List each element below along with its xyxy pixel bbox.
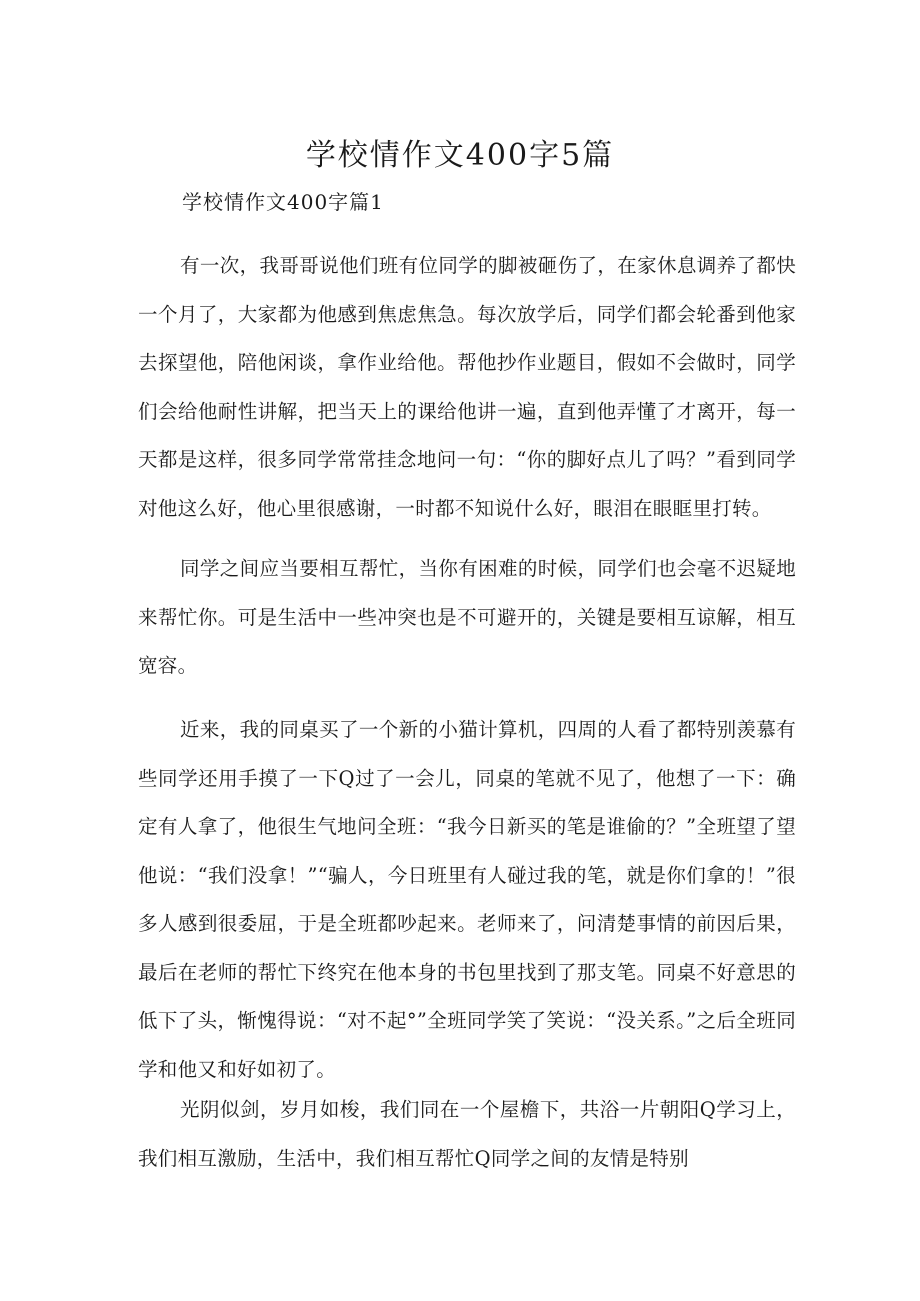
document-title: 学校情作文400字5篇 xyxy=(305,138,615,174)
paragraph-3: 近来，我的同桌买了一个新的小猫计算机，四周的人看了都特别羡慕有些同学还用手摸了一下Q过了一会儿，同桌的笔就不见了，他想了一下：确定有人拿了，他很生气地问全班：“我今日新买的笔是谁偷的？”全班望了望他说：“我们没拿！”“骗人，今日班里有人碰过我的笔，就是你们拿的！”很多人感到很委屈，于是全班都吵起来。老师来了，问清楚事情的前因后果，最后在老师的帮忙下终究在他本身的书包里找到了那支笔。同桌不好意思的低下了头，惭愧得说：“对不起°”全班同学笑了笑说：“没关系。”之后全班同学和他又和好如初了。 xyxy=(138,718,796,1081)
section-heading: 学校情作文400字篇1 xyxy=(182,190,384,214)
paragraph-1: 有一次，我哥哥说他们班有位同学的脚被砸伤了，在家休息调养了都快一个月了，大家都为他感到焦虑焦急。每次放学后，同学们都会轮番到他家去探望他，陪他闲谈，拿作业给他。帮他抄作业题目，假如不会做时，同学们会给他耐性讲解，把当天上的课给他讲一遍，直到他弄懂了才离开，每一天都是这样，很多同学常常挂念地问一句：“你的脚好点儿了吗？”看到同学对他这么好，他心里很感谢，一时都不知说什么好，眼泪在眼眶里打转。 xyxy=(138,254,796,520)
paragraph-4: 光阴似剑，岁月如梭，我们同在一个屋檐下，共浴一片朝阳Q学习上，我们相互激励，生活中，我们相互帮忙Q同学之间的友情是特别 xyxy=(138,1098,796,1170)
paragraph-2: 同学之间应当要相互帮忙，当你有困难的时候，同学们也会毫不迟疑地来帮忙你。可是生活中一些冲突也是不可避开的，关键是要相互谅解，相互宽容。 xyxy=(138,557,796,677)
